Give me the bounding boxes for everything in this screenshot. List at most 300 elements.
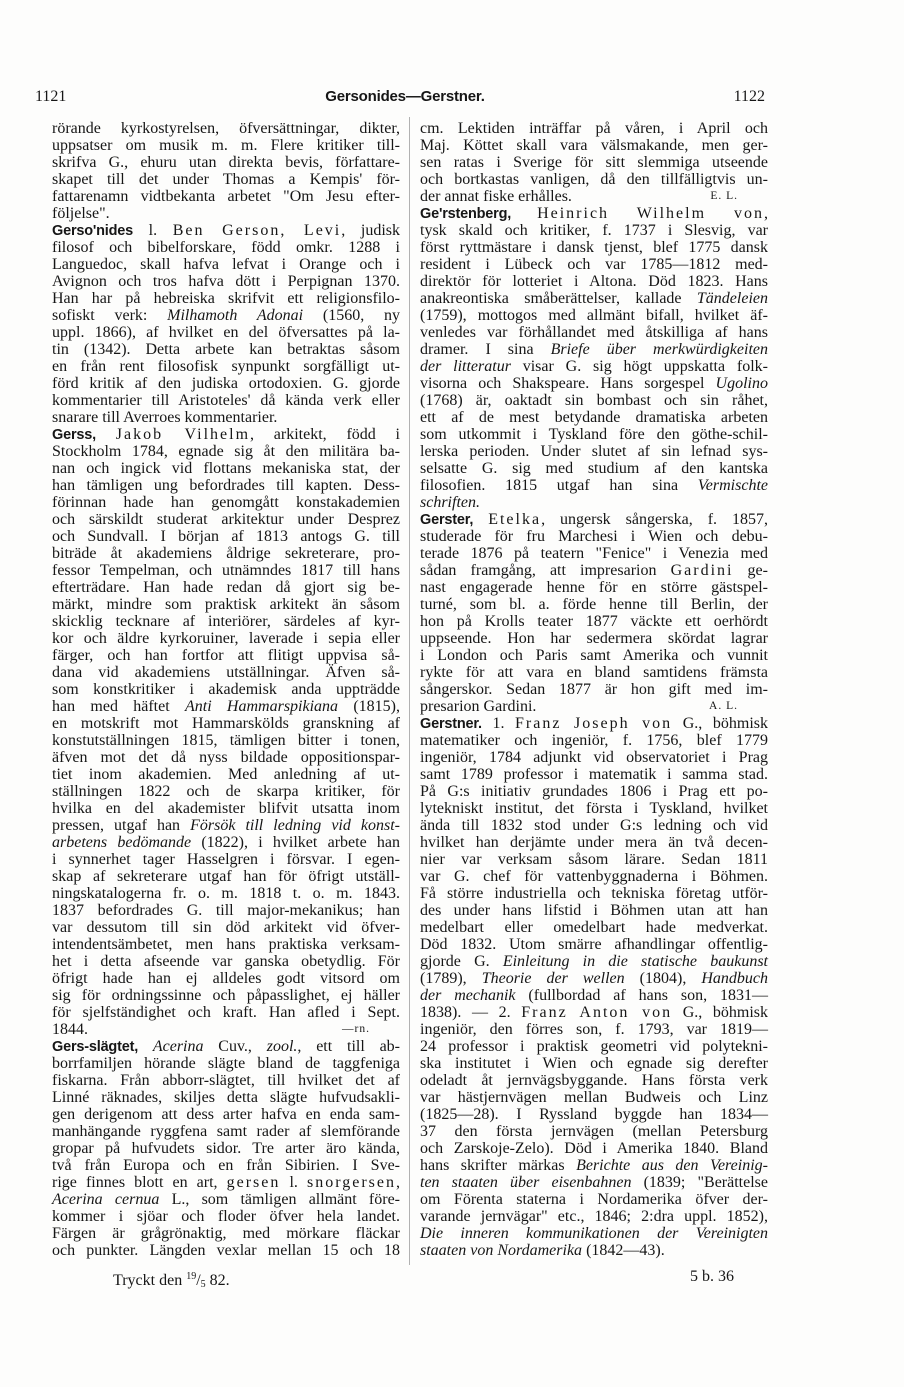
plain-text: borrfamiljen hörande slägte bland de taggfeniga: [52, 1055, 400, 1072]
plain-text: och särskildt studerat arkitektur under Desprez: [52, 511, 400, 528]
italic-text: Theorie der wellen: [481, 970, 625, 987]
plain-text: G., böhmisk: [672, 1004, 769, 1021]
plain-text: (1804),: [624, 970, 702, 987]
plain-text: uppl. 1866), af hvilket en del öfversattes på la-: [52, 324, 400, 341]
text-line: [420, 1021, 768, 1038]
print-label: Tryckt den: [113, 1272, 183, 1289]
plain-text: skrifva G., ehuru utan direkta bevis, författare-: [52, 154, 400, 171]
text-line: [420, 1157, 768, 1174]
text-line: [52, 647, 400, 664]
plain-text: ningskatalogerna fr. o. m. 1818 t. o. m. 1843.: [52, 885, 400, 902]
plain-text: , ungersk sångerska, f. 1857,: [541, 511, 768, 528]
plain-text: Få större industriella och tekniska företag utför-: [420, 885, 768, 902]
left-column: [52, 120, 400, 1259]
text-line: [420, 154, 768, 171]
plain-text: ingeniör, den förres son, f. 1793, var 1819—: [420, 1021, 768, 1038]
text-line: [52, 545, 400, 562]
text-line: [52, 800, 400, 817]
plain-text: dana vid akademiens utställningar. Äfven så-: [52, 664, 400, 681]
plain-text: (1822), i hvilket arbete han: [191, 834, 401, 851]
text-line: [52, 817, 400, 834]
plain-text: lerska perioden. Under slutet af sin lefnad sys-: [420, 443, 768, 460]
italic-text: Handbuch: [701, 970, 768, 987]
plain-text: , arkitekt, född i: [250, 426, 401, 443]
plain-text: ställningen 1822 och de skarpa kritiker, för: [52, 783, 400, 800]
text-line: [52, 902, 400, 919]
plain-text: (1789),: [420, 970, 482, 987]
text-line: [420, 1208, 768, 1225]
text-line: [420, 647, 768, 664]
article-paragraph: [52, 1038, 400, 1259]
text-line: [52, 188, 400, 205]
text-line: [420, 596, 768, 613]
plain-text: studerade för fru Marchesi i Wien och debu-: [420, 528, 768, 545]
headword: Gerstner.: [420, 716, 482, 732]
plain-text: 1.: [481, 715, 516, 732]
text-line: [420, 1106, 768, 1123]
text-line: [52, 154, 400, 171]
spaced-text: Franz Joseph von: [515, 715, 673, 732]
italic-text: der litteratur: [420, 358, 511, 375]
plain-text: snarare till Averroes kommentarier.: [52, 409, 278, 426]
plain-text: visorna och Shakspeare. Hans sorgespel: [420, 375, 716, 392]
article-paragraph: [420, 511, 768, 715]
plain-text: (1560, ny: [303, 307, 401, 324]
plain-text: 1838). — 2.: [420, 1004, 522, 1021]
text-line: [420, 1140, 768, 1157]
text-line: [52, 851, 400, 868]
plain-text: På G:s initiativ grundades 1806 i Prag ett po-: [420, 783, 768, 800]
text-line: [420, 902, 768, 919]
text-line: [52, 919, 400, 936]
plain-text: (1842—43).: [582, 1242, 665, 1259]
right-column: [420, 120, 768, 1259]
text-line: [52, 766, 400, 783]
text-line: [52, 1191, 400, 1208]
text-line: [52, 341, 400, 358]
text-line: [420, 1072, 768, 1089]
text-line: [52, 324, 400, 341]
plain-text: och bortkastas vanligen, då den tillfälligtvis un-: [420, 171, 768, 188]
plain-text: ,: [396, 1174, 400, 1191]
plain-text: om Förenta staterna i Nordamerika öfver der-: [420, 1191, 768, 1208]
text-line: [52, 1055, 400, 1072]
text-line: [420, 171, 768, 188]
plain-text: Död 1832. Utom smärre afhandlingar offentlig-: [420, 936, 768, 953]
text-line: [52, 987, 400, 1004]
plain-text: följelse".: [52, 205, 110, 222]
text-line: [420, 953, 768, 970]
italic-text: Acerina cernua: [52, 1191, 160, 1208]
text-line: [52, 494, 400, 511]
plain-text: förinnan hade han genomgått konstakademien: [52, 494, 400, 511]
plain-text: fiskarna. Från abborr-slägtet, till hvilket det af: [52, 1072, 400, 1089]
headword: Ge'rstenberg,: [420, 206, 512, 222]
plain-text: och punkter. Längden vexlar mellan 15 och 18: [52, 1242, 400, 1259]
plain-text: äfven mot det då nyss bildade oppositionspar-: [52, 749, 400, 766]
text-line: [52, 1123, 400, 1140]
text-line: [52, 613, 400, 630]
text-line: [52, 375, 400, 392]
text-line: [52, 1157, 400, 1174]
plain-text: L., som tämligen allmänt före-: [159, 1191, 401, 1208]
plain-text: direktör för lotteriet i Altona. Död 1823. Hans: [420, 273, 768, 290]
text-line: [52, 715, 400, 732]
text-line: [52, 579, 400, 596]
text-line: [420, 1004, 768, 1021]
text-line: [420, 1123, 768, 1140]
text-line: [420, 528, 768, 545]
plain-text: terade 1876 på teatern "Fenice" i Venezia med: [420, 545, 768, 562]
text-line: [420, 851, 768, 868]
italic-text: Försök till ledning vid konst-: [190, 817, 401, 834]
spaced-text: gersen: [226, 1174, 281, 1191]
text-line: [420, 817, 768, 834]
spaced-text: Heinrich Wilhelm von: [537, 205, 764, 222]
text-line: [52, 970, 400, 987]
text-line: [52, 307, 400, 324]
text-line: [52, 1004, 400, 1021]
plain-text: Cuv.,: [203, 1038, 267, 1055]
plain-text: der annat fiske erhålles.: [420, 188, 572, 205]
text-line: [52, 1242, 400, 1259]
plain-text: först ryttmästare i dansk tjenst, blef 1775 dansk: [420, 239, 768, 256]
text-line: [420, 664, 768, 681]
plain-text: rörande kyrkostyrelsen, öfversättningar, dikter,: [52, 120, 400, 137]
text-line: [52, 1021, 400, 1038]
plain-text: , ett till ab-: [297, 1038, 400, 1055]
italic-text: Einleitung in die statische baukunst: [502, 953, 768, 970]
plain-text: en från rent filosofisk synpunkt sorgfälligt ut-: [52, 358, 400, 375]
plain-text: odeladt åt jernvägsbyggande. Hans första verk: [420, 1072, 768, 1089]
italic-text: ten staaten über eisenbahnen: [420, 1174, 632, 1191]
plain-text: (1839; "Berättelse: [631, 1174, 768, 1191]
text-line: [420, 868, 768, 885]
italic-text: der mechanik: [420, 987, 516, 1004]
plain-text: och Zarskoje-Zelo). Död i Amerika 1840. Bland: [420, 1140, 768, 1157]
plain-text: sofiskt verk:: [52, 307, 168, 324]
headword: Gers-slägtet,: [52, 1039, 139, 1055]
italic-text: arbetens bedömande: [52, 834, 192, 851]
plain-text: des under hans lifstid i Böhmen utan att han: [420, 902, 768, 919]
plain-text: rige finnes blott en art,: [52, 1174, 227, 1191]
plain-text: ,: [764, 205, 768, 222]
plain-text: dramer. I sina: [420, 341, 551, 358]
plain-text: Han har på hebreiska skrifvit ett religionsfilo-: [52, 290, 400, 307]
text-line: [420, 545, 768, 562]
spaced-text: Etelka: [488, 511, 542, 528]
plain-text: var dessutom till sin död arkitekt vid öfver-: [52, 919, 400, 936]
plain-text: venledes var förhållandet med åtskilliga af hans: [420, 324, 768, 341]
italic-text: Die inneren kommunikationen der Vereinigten: [420, 1225, 768, 1242]
plain-text: sådan framgång, att impresarion: [420, 562, 671, 579]
plain-text: visar G. sig högt uppskatta folk-: [510, 358, 768, 375]
plain-text: (1768) är, oaktadt sin bombast och sin råhet,: [420, 392, 768, 409]
plain-text: Avignon och tros hafva dött i Perpignan 1370.: [52, 273, 400, 290]
plain-text: Linné räknades, skiljes detta slägte hufvudsakli-: [52, 1089, 400, 1106]
plain-text: gjorde G.: [420, 953, 503, 970]
plain-text: ska institutet i Wien och egnade sig derefter: [420, 1055, 768, 1072]
italic-text: Berichte aus den Vereinig-: [576, 1157, 769, 1174]
italic-text: Ugolino: [715, 375, 768, 392]
print-date: [113, 1268, 230, 1294]
plain-text: rykte för att vara en bland samtidens främsta: [420, 664, 768, 681]
plain-text: han tämligen ung befordrades till kapten. Dess-: [52, 477, 400, 494]
plain-text: fattarenamn vidtbekanta arbetet "Om Jesu efter-: [52, 188, 400, 205]
text-line: [420, 800, 768, 817]
plain-text: efterträdare. Han hade redan då gjort sig be-: [52, 579, 400, 596]
text-line: [420, 239, 768, 256]
plain-text: varande jernvägar" etc., 1846; 2:dra uppl. 1852),: [420, 1208, 768, 1225]
article-paragraph: [420, 715, 768, 1259]
text-line: [420, 290, 768, 307]
text-line: [420, 256, 768, 273]
text-line: [420, 698, 768, 715]
text-line: [52, 222, 400, 239]
italic-text: Briefe über merkwürdigkeiten: [550, 341, 768, 358]
text-line: [52, 273, 400, 290]
plain-text: färger, och han fortfor att flitigt uppvisa så-: [52, 647, 400, 664]
plain-text: fessor Tempelman, och utnämndes 1817 till hans: [52, 562, 400, 579]
italic-text: staaten von Nordamerika: [420, 1242, 583, 1259]
plain-text: lytekniskt institut, det första i Tyskland, hvilket: [420, 800, 768, 817]
text-line: [420, 375, 768, 392]
text-line: [52, 120, 400, 137]
text-line: [420, 919, 768, 936]
plain-text: nier var verksam såsom lärare. Sedan 1811: [420, 851, 768, 868]
headword: Gerster,: [420, 512, 474, 528]
plain-text: var G. chef för vattenbyggnaderna i Böhmen.: [420, 868, 768, 885]
text-line: [420, 885, 768, 902]
plain-text: , judisk: [341, 222, 400, 239]
plain-text: (1825—28). I Ryssland byggde han 1834—: [420, 1106, 768, 1123]
plain-text: Stockholm 1784, egnade sig åt den militära ba-: [52, 443, 400, 460]
text-line: [52, 1225, 400, 1242]
plain-text: filosof och bibelforskare, född omkr. 1288 i: [52, 239, 400, 256]
text-line: [420, 511, 768, 528]
signature: A. L.: [709, 700, 738, 712]
text-line: [420, 426, 768, 443]
plain-text: intendentsämbetet, men hans praktiska verksam-: [52, 936, 400, 953]
plain-text: sig för ordningssinne och påpasslighet, ej häller: [52, 987, 400, 1004]
plain-text: kor och äldre kyrkoruiner, laverade i sepia eller: [52, 630, 400, 647]
headword: Gerss,: [52, 427, 96, 443]
italic-text: Tändeleien: [696, 290, 768, 307]
text-line: [420, 460, 768, 477]
text-line: [52, 205, 400, 222]
text-line: [52, 256, 400, 273]
plain-text: som utkommit i Tyskland före den göthe-schil-: [420, 426, 768, 443]
plain-text: anakreontiska småberättelser, kallade: [420, 290, 697, 307]
text-line: [420, 307, 768, 324]
plain-text: sångerskor. Sedan 1877 är hon gift med im-: [420, 681, 768, 698]
plain-text: var hästjernvägen mellan Budweis och Linz: [420, 1089, 768, 1106]
text-line: [52, 630, 400, 647]
text-line: [420, 987, 768, 1004]
plain-text: [511, 205, 537, 222]
plain-text: tin (1342). Detta arbete kan betraktas såsom: [52, 341, 400, 358]
text-line: [420, 188, 768, 205]
plain-text: ett af de mest betydande dramatiska arbeten: [420, 409, 768, 426]
plain-text: hvilket han derjämte under mera än två decen-: [420, 834, 768, 851]
plain-text: hvilka en del akademister blifvit utsatta inom: [52, 800, 400, 817]
print-date-day: 19: [186, 1271, 197, 1282]
text-line: [420, 1055, 768, 1072]
text-line: [420, 443, 768, 460]
column-rule: [409, 117, 410, 1265]
plain-text: skapet till det under Thomas a Kempis' för-: [52, 171, 400, 188]
text-line: [420, 681, 768, 698]
text-line: [52, 511, 400, 528]
plain-text: i synnerhet tager Hasselgren i försvar. I egen-: [52, 851, 400, 868]
plain-text: tysk skald och kritiker, f. 1737 i Slesvig, var: [420, 222, 768, 239]
plain-text: gen derigenom att dess arter hafva en enda sam-: [52, 1106, 400, 1123]
plain-text: skicklig tecknare af interiörer, särdeles af kyr-: [52, 613, 400, 630]
text-line: [420, 1242, 768, 1259]
text-line: [52, 528, 400, 545]
spaced-text: snorgersen: [306, 1174, 396, 1191]
plain-text: hans skrifter märkas: [420, 1157, 577, 1174]
page-number-right: 1122: [733, 88, 765, 105]
text-line: [420, 358, 768, 375]
text-line: [420, 1191, 768, 1208]
text-line: [52, 868, 400, 885]
plain-text: Maj. Köttet skall vara välsmakande, men ger-: [420, 137, 768, 154]
plain-text: [473, 511, 488, 528]
plain-text: matematiker och ingeniör, f. 1756, blef 1779: [420, 732, 768, 749]
page-number-left: 1121: [35, 88, 67, 105]
plain-text: (fullbordad af hans son, 1831—: [515, 987, 768, 1004]
spaced-text: Gardini: [670, 562, 734, 579]
plain-text: en motskrift mot Hammarskölds granskning af: [52, 715, 400, 732]
italic-text: Milhamoth Adonai: [167, 307, 304, 324]
plain-text: skap af sekreterare utgaf han för öfrigt utställ-: [52, 868, 400, 885]
plain-text: [138, 1038, 153, 1055]
running-head: Gersonides—Gerstner.: [325, 88, 485, 105]
text-line: [52, 732, 400, 749]
text-line: [420, 1089, 768, 1106]
text-line: [420, 324, 768, 341]
text-line: [52, 1038, 400, 1055]
plain-text: två från Europa och en från Sibirien. I Sve-: [52, 1157, 400, 1174]
text-line: [52, 426, 400, 443]
text-line: [52, 562, 400, 579]
text-line: [52, 698, 400, 715]
plain-text: uppsatser om musik m. m. Flere kritiker till-: [52, 137, 400, 154]
text-line: [52, 1140, 400, 1157]
text-line: [420, 936, 768, 953]
text-line: [420, 137, 768, 154]
plain-text: cm. Lektiden inträffar på våren, i April och: [420, 120, 768, 137]
plain-text: (1759), mottogos med allmänt bifall, hvilket äf-: [420, 307, 768, 324]
plain-text: filosofien. 1815 utgaf han sina: [420, 477, 698, 494]
plain-text: presarion Gardini.: [420, 698, 537, 715]
text-line: [420, 409, 768, 426]
text-line: [420, 205, 768, 222]
plain-text: sen ratas i Sverige för sitt slemmiga utseende: [420, 154, 768, 171]
plain-text: kommentarier till Aristoteles' då kända verk eller: [52, 392, 400, 409]
article-paragraph: [420, 120, 768, 205]
text-line: [420, 613, 768, 630]
signature: E. L.: [710, 190, 738, 202]
plain-text: 1844.: [52, 1021, 88, 1038]
plain-text: nast engagerade henne för en större gästspel-: [420, 579, 768, 596]
spaced-text: Franz Anton von: [521, 1004, 673, 1021]
text-line: [420, 562, 768, 579]
plain-text: 24 professor i praktisk geometri vid polytekni-: [420, 1038, 768, 1055]
plain-text: manhängande ryggfena samt rader af slemförande: [52, 1123, 400, 1140]
plain-text: tiet inom akademien. Med anledning af ut-: [52, 766, 400, 783]
plain-text: gropar på hufvudets sidor. Tre arter äro kända,: [52, 1140, 400, 1157]
plain-text: resident i Lübeck och var 1785—1812 med-: [420, 256, 768, 273]
text-line: [420, 341, 768, 358]
italic-text: Vermischte: [697, 477, 768, 494]
text-line: [52, 239, 400, 256]
text-line: [52, 953, 400, 970]
plain-text: i London och Paris samt Amerika och vunnit: [420, 647, 768, 664]
plain-text: och Sundvall. I början af 1813 antogs G. till: [52, 528, 400, 545]
text-line: [420, 222, 768, 239]
italic-text: Acerina: [152, 1038, 204, 1055]
text-line: [420, 392, 768, 409]
plain-text: medelbart eller omedelbart hade medverkat.: [420, 919, 768, 936]
plain-text: uppseende. Hon har sedermera skördat lagrar: [420, 630, 768, 647]
text-line: [420, 630, 768, 647]
plain-text: ända till 1832 stod under G:s ledning och vid: [420, 817, 768, 834]
text-line: [52, 834, 400, 851]
plain-text: ge-: [733, 562, 768, 579]
text-line: [420, 477, 768, 494]
article-paragraph: [52, 222, 400, 426]
text-line: [420, 970, 768, 987]
print-date-separator: /: [196, 1272, 201, 1289]
text-line: [52, 477, 400, 494]
plain-text: 37 den första jernvägen (mellan Petersburg: [420, 1123, 768, 1140]
text-line: [52, 885, 400, 902]
plain-text: selsatte G. sig med studium af den kantska: [420, 460, 768, 477]
print-date-month: 5: [200, 1279, 206, 1290]
text-line: [420, 1038, 768, 1055]
spaced-text: Ben Gerson, Levi: [172, 222, 342, 239]
text-line: [52, 358, 400, 375]
text-line: [420, 1225, 768, 1242]
plain-text: het i detta afseende var ganska obetydlig. För: [52, 953, 400, 970]
text-line: [420, 783, 768, 800]
italic-text: zool.: [266, 1038, 298, 1055]
plain-text: pressen, utgaf han: [52, 817, 191, 834]
text-line: [52, 409, 400, 426]
plain-text: (1815),: [338, 698, 400, 715]
text-line: [420, 732, 768, 749]
text-line: [52, 1072, 400, 1089]
italic-text: Anti Hammarspikiana: [184, 698, 339, 715]
plain-text: märkt, mindre som praktisk arkitekt än såsom: [52, 596, 400, 613]
text-line: [52, 443, 400, 460]
text-line: [420, 120, 768, 137]
text-line: [420, 766, 768, 783]
text-line: [420, 494, 768, 511]
plain-text: han med häftet: [52, 698, 185, 715]
text-line: [420, 834, 768, 851]
article-paragraph: [420, 205, 768, 511]
text-line: [420, 749, 768, 766]
plain-text: Färgen är grågrönaktig, med mörkare fläckar: [52, 1225, 400, 1242]
article-paragraph: [52, 120, 400, 222]
text-line: [52, 1174, 400, 1191]
plain-text: förd kritik af den judiska ortodoxien. G. gjorde: [52, 375, 400, 392]
text-line: [52, 783, 400, 800]
plain-text: konstutställningen 1815, tämligen bitter i tonen,: [52, 732, 400, 749]
